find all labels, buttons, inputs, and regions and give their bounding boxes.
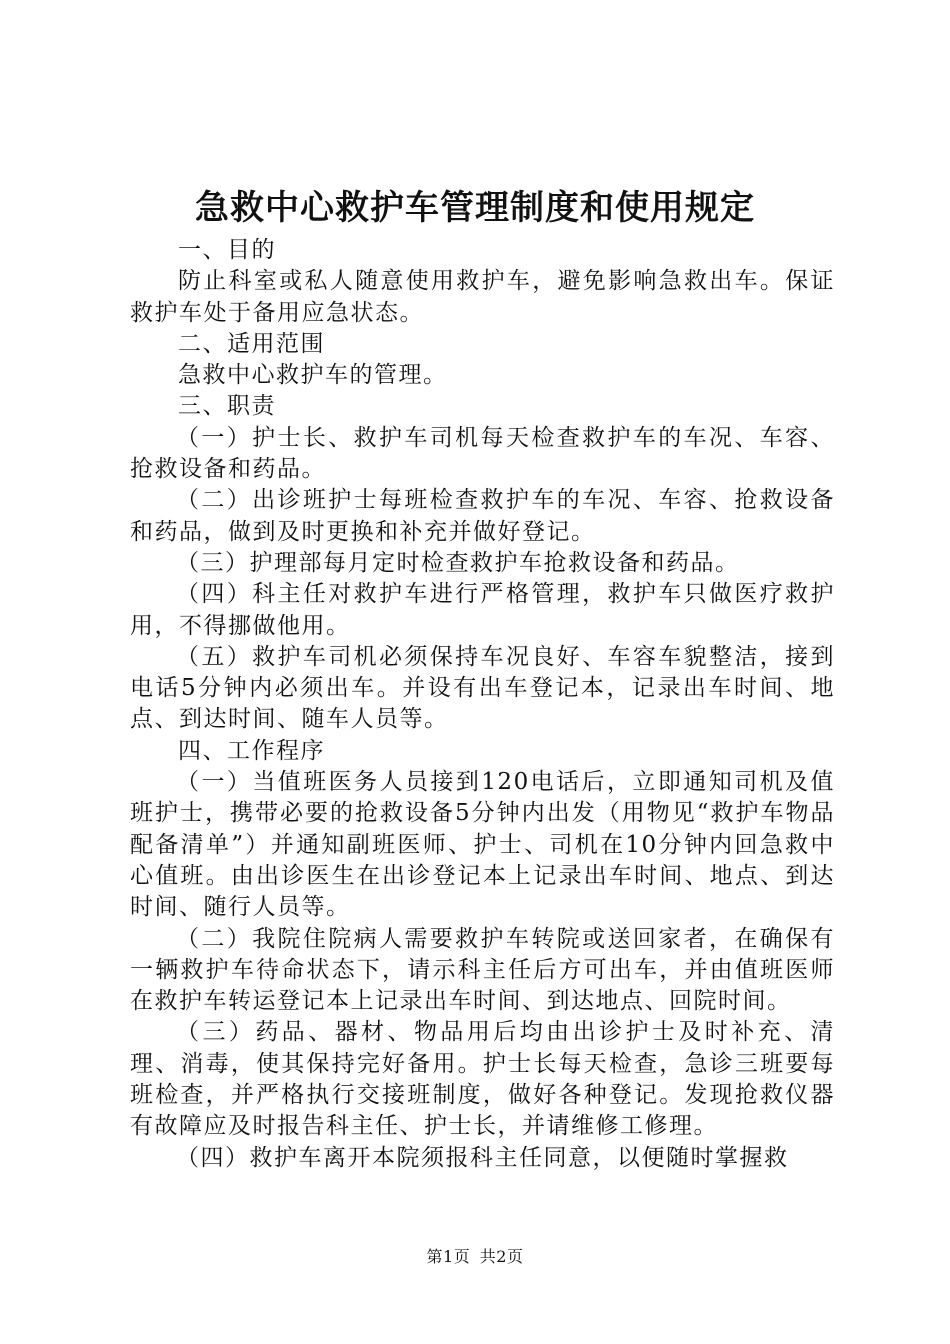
page-total: 共2页 xyxy=(479,1247,524,1266)
section-heading-scope: 二、适用范围 xyxy=(178,330,325,357)
page-number: 第1页 xyxy=(426,1247,471,1266)
procedure-item-4: （四）救护车离开本院须报科主任同意，以便随时掌握救 xyxy=(176,1144,789,1171)
document-title: 急救中心救护车管理制度和使用规定 xyxy=(195,188,755,228)
duty-item-4: （四）科主任对救护车进行严格管理，救护车只做医疗救护用，不得挪做他用。 xyxy=(130,581,835,639)
paragraph-purpose: 防止科室或私人随意使用救护车，避免影响急救出车。保证救护车处于备用应急状态。 xyxy=(130,268,835,326)
procedure-item-3: （三）药品、器材、物品用后均由出诊护士及时补充、清理、消毒，使其保持完好备用。护士长每天检查，急诊三班要每班检查，并严格执行交接班制度，做好各种登记。发现抢救仪器有故障应及时报告科主任、护士长，并请维修工修理。 xyxy=(130,1019,835,1140)
procedure-item-2: （二）我院住院病人需要救护车转院或送回家者，在确保有一辆救护车待命状态下，请示科主任后方可出车，并由值班医师在救护车转运登记本上记录出车时间、到达地点、回院时间。 xyxy=(130,925,835,1015)
section-heading-duties: 三、职责 xyxy=(178,393,276,420)
page-footer xyxy=(0,1244,950,1267)
duty-item-2: （二）出诊班护士每班检查救护车的车况、车容、抢救设备和药品，做到及时更换和补充并做好登记。 xyxy=(130,487,835,545)
duty-item-5: （五）救护车司机必须保持车况良好、车容车貌整洁，接到电话5分钟内必须出车。并设有出车登记本，记录出车时间、地点、到达时间、随车人员等。 xyxy=(130,643,835,733)
paragraph-scope: 急救中心救护车的管理。 xyxy=(178,362,448,389)
procedure-item-1: （一）当值班医务人员接到120电话后，立即通知司机及值班护士，携带必要的抢救设备5分钟内出发（用物见“救护车物品配备清单”）并通知副班医师、护士、司机在10分钟内回急救中心值班。由出诊医生在出诊登记本上记录出车时间、地点、到达时间、随行人员等。 xyxy=(130,769,835,921)
document-body xyxy=(130,235,835,1174)
section-heading-procedure: 四、工作程序 xyxy=(178,737,325,764)
duty-item-3: （三）护理部每月定时检查救护车抢救设备和药品。 xyxy=(176,549,740,576)
duty-item-1: （一）护士长、救护车司机每天检查救护车的车况、车容、抢救设备和药品。 xyxy=(130,424,835,483)
section-heading-purpose: 一、目的 xyxy=(178,237,276,263)
